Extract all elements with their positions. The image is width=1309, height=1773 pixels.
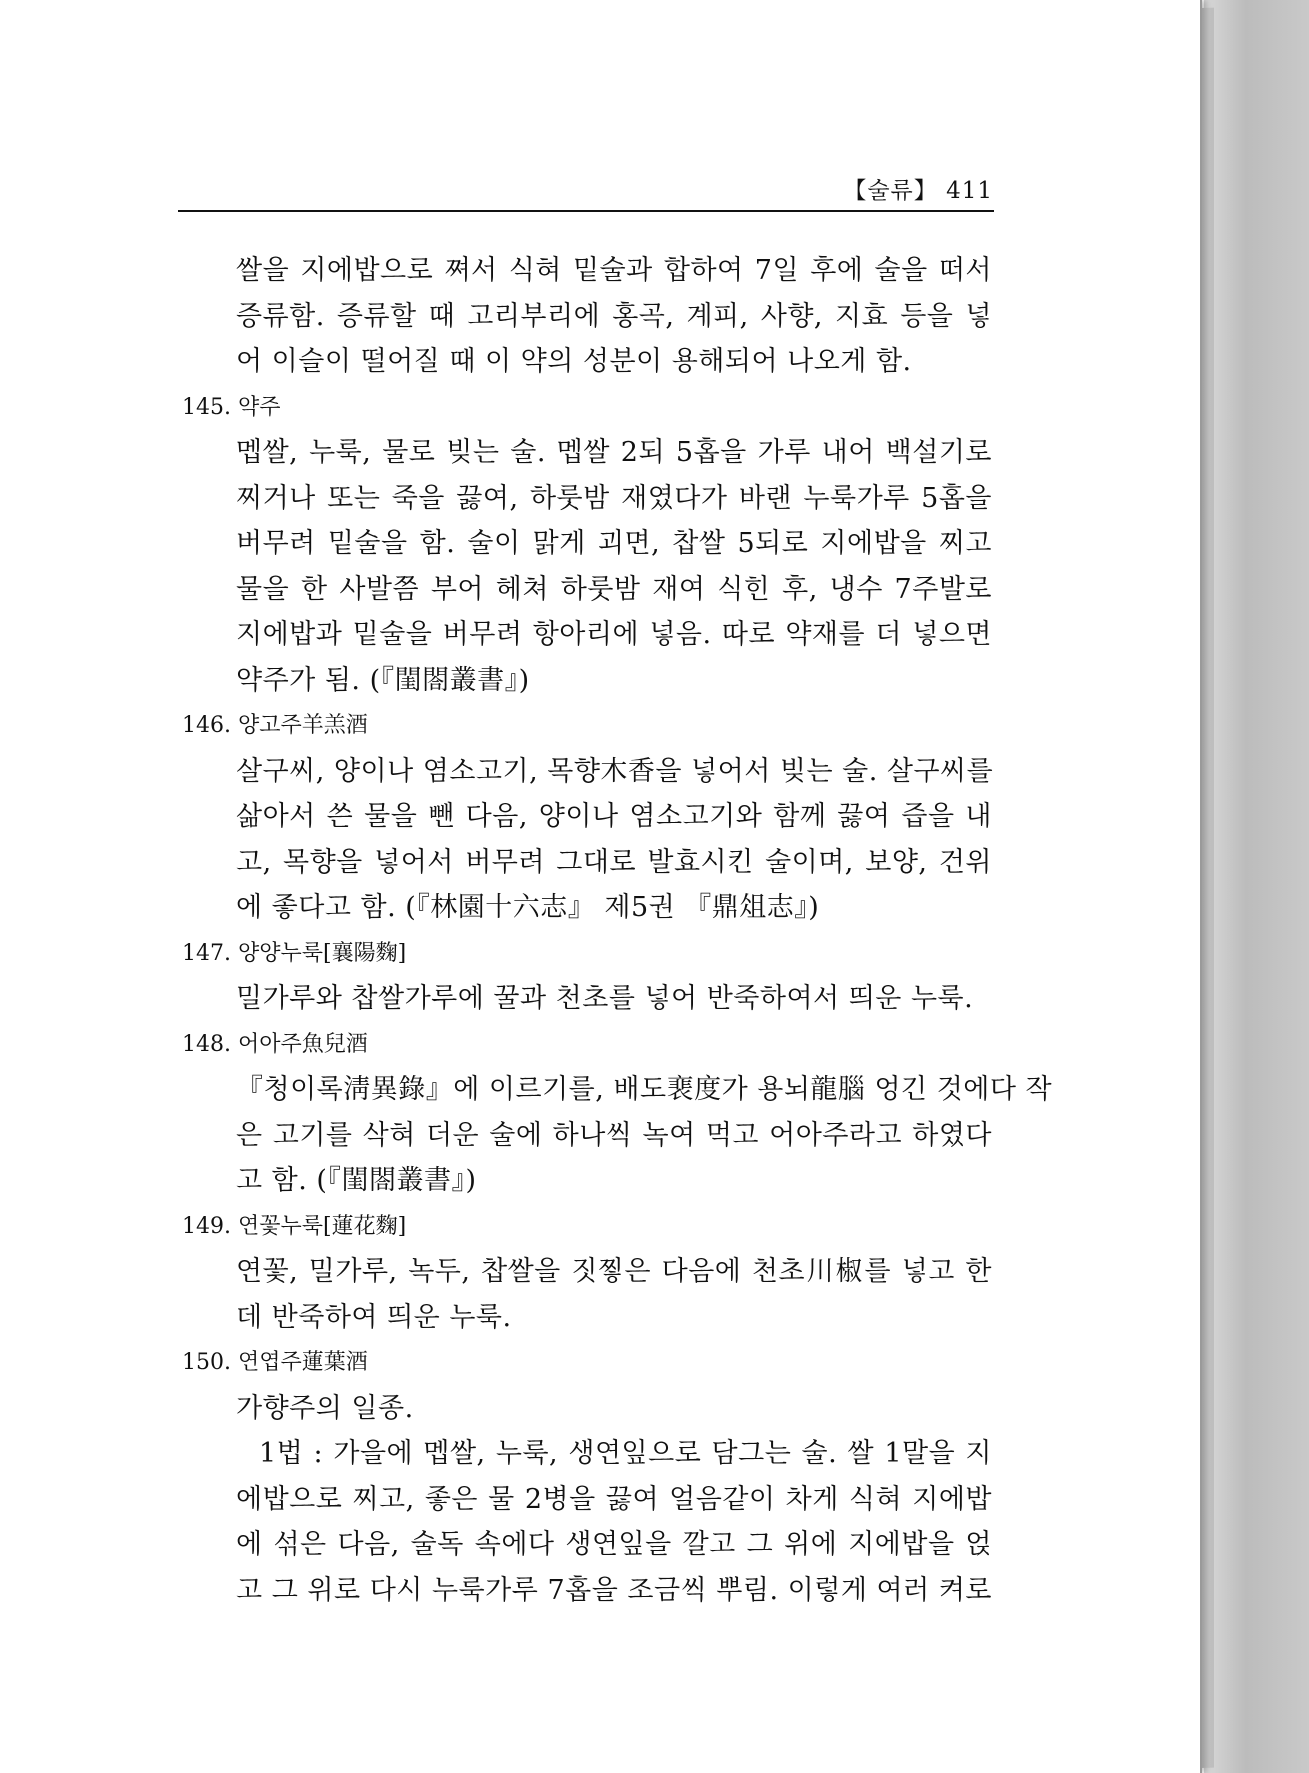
entry-heading: 150. 연엽주蓮葉酒 — [182, 1350, 368, 1375]
body-line: 밀가루와 찹쌀가루에 꿀과 천초를 넣어 반죽하여서 띄운 누룩. — [236, 983, 974, 1014]
body-line: 찌거나 또는 죽을 끓여, 하룻밤 재였다가 바랜 누룩가루 5홉을 — [236, 482, 992, 514]
body-line: 에밥으로 찌고, 좋은 물 2병을 끓여 얼음같이 차게 식혀 지에밥 — [236, 1483, 992, 1515]
body-line: 버무려 밑술을 함. 술이 맑게 괴면, 찹쌀 5되로 지에밥을 찌고 — [236, 528, 992, 559]
entry-heading: 145. 약주 — [182, 394, 281, 420]
body-line: 약주가 됨. (『閨閤叢書』) — [236, 664, 530, 696]
body-line: 고 함. (『閨閤叢書』) — [236, 1165, 477, 1196]
body-line: 증류함. 증류할 때 고리부리에 홍곡, 계피, 사향, 지효 등을 넣 — [236, 300, 992, 332]
body-line: 쌀을 지에밥으로 쪄서 식혀 밑술과 합하여 7일 후에 술을 떠서 — [236, 255, 992, 286]
running-header — [178, 172, 993, 208]
body-line: 어 이슬이 떨어질 때 이 약의 성분이 용해되어 나오게 함. — [236, 346, 912, 377]
body-line: 물을 한 사발쯤 부어 헤쳐 하룻밤 재여 식힌 후, 냉수 7주발로 — [236, 573, 992, 605]
header-rule — [178, 210, 994, 212]
body-line: 고, 목향을 넣어서 버무려 그대로 발효시킨 술이며, 보양, 건위 — [236, 846, 992, 878]
body-line: 연꽃, 밀가루, 녹두, 찹쌀을 짓찧은 다음에 천초川椒를 넣고 한 — [236, 1256, 992, 1287]
entry-heading: 149. 연꽃누룩[蓮花麴] — [182, 1213, 407, 1239]
page-body — [182, 248, 1053, 1613]
page-shadow — [1204, 0, 1309, 1773]
body-line: 고 그 위로 다시 누룩가루 7홉을 조금씩 뿌림. 이렇게 여러 켜로 — [236, 1574, 992, 1606]
page-number: 411 — [946, 178, 993, 204]
body-line: 『청이록淸異錄』에 이르기를, 배도裵度가 용뇌龍腦 엉긴 것에다 작 — [236, 1074, 1053, 1105]
body-line: 삶아서 쓴 물을 뺀 다음, 양이나 염소고기와 함께 끓여 즙을 내 — [236, 801, 992, 832]
entry-heading: 147. 양양누룩[襄陽麴] — [182, 940, 407, 966]
body-line: 데 반죽하여 띄운 누룩. — [236, 1301, 512, 1333]
section-label: 【술류】 — [843, 178, 938, 204]
entry-heading: 146. 양고주羊羔酒 — [182, 713, 368, 738]
body-line: 1법 : 가을에 멥쌀, 누룩, 생연잎으로 담그는 술. 쌀 1말을 지 — [259, 1438, 992, 1469]
body-line: 멥쌀, 누룩, 물로 빚는 술. 멥쌀 2되 5홉을 가루 내어 백설기로 — [236, 437, 992, 468]
body-line: 에 좋다고 함. (『林園十六志』 제5권 『鼎俎志』) — [236, 892, 820, 923]
entry-heading: 148. 어아주魚兒酒 — [182, 1031, 368, 1057]
body-line: 가향주의 일종. — [236, 1392, 414, 1424]
body-line: 지에밥과 밑술을 버무려 항아리에 넣음. 따로 약재를 더 넣으면 — [236, 619, 992, 650]
body-line: 에 섞은 다음, 술독 속에다 생연잎을 깔고 그 위에 지에밥을 얹 — [236, 1529, 992, 1560]
body-line: 은 고기를 삭혀 더운 술에 하나씩 녹여 먹고 어아주라고 하였다 — [236, 1119, 992, 1151]
header-text — [843, 172, 993, 205]
body-line: 살구씨, 양이나 염소고기, 목향木香을 넣어서 빚는 술. 살구씨를 — [236, 755, 994, 787]
